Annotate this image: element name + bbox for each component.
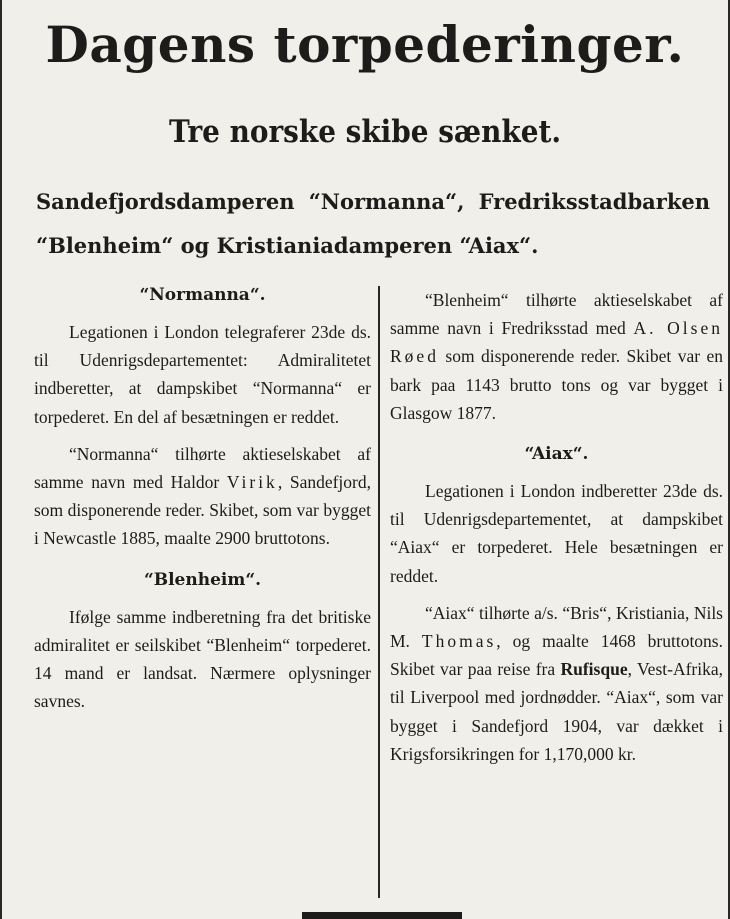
paragraph-aiax-owner xyxy=(390,599,723,768)
paragraph-normanna-report: Legationen i London telegraferer 23de ds. til Udenrigsdepartementet: Admiralitetet indberetter, at dampskibet “Normanna“ er torpederet. En del af besætningen er reddet. xyxy=(34,322,371,427)
text-run: som disponerende reder. Skibet var en bark paa 1143 brutto tons og var bygget i Glasgow 1877. xyxy=(390,346,723,423)
headline: Dagens torpederinger. xyxy=(45,15,685,74)
person-name-thomas: Thomas xyxy=(421,631,497,652)
section-heading-blenheim: “Blenheim“. xyxy=(143,569,262,590)
paragraph-normanna-owner xyxy=(34,440,371,553)
paragraph-aiax-report: Legationen i London indberetter 23de ds. til Udenrigsdepartementet, at dampskibet “Aiax“ er torpederet. Hele besætningen er reddet. xyxy=(390,481,723,586)
section-heading-normanna: “Normanna“. xyxy=(139,285,266,305)
deck-summary: Sandefjordsdamperen “Normanna“, Fredriksstadbarken “Blenheim“ og Kristianiadamperen “Aiax“. xyxy=(36,189,710,258)
column-divider xyxy=(378,286,380,898)
text-run: , og maalte 1468 bruttotons. Skibet var paa reise fra xyxy=(390,631,723,680)
left-column xyxy=(34,280,371,715)
subheadline: Tre norske skibe sænket. xyxy=(168,114,562,150)
text-run: “Aiax“ tilhørte a/s. “Bris“, Kristiania, Nils M. xyxy=(390,602,723,652)
person-name-olsen-roed: A. Olsen Røed xyxy=(390,318,723,367)
bottom-rule xyxy=(302,912,462,919)
text-run: “Normanna“ tilhørte aktieselskabet af samme navn med Haldor xyxy=(34,443,371,493)
paragraph-blenheim-report: Ifølge samme indberetning fra det britiske admiralitet er seilskibet “Blenheim“ torpederet. 14 mand er landsat. Nærmere oplysninger savnes. xyxy=(34,606,371,712)
paragraph-blenheim-owner xyxy=(390,286,723,427)
right-column xyxy=(390,286,723,768)
place-name-rufisque: Rufisque xyxy=(560,659,628,680)
text-run: “Blenheim“ tilhørte aktieselskabet af samme navn i Fredriksstad med xyxy=(390,290,723,339)
text-run: , Sandefjord, som disponerende reder. Skibet, som var bygget i Newcastle 1885, maalte 2900 bruttotons. xyxy=(34,472,371,549)
person-name-virik: Virik xyxy=(226,472,278,493)
section-heading-aiax: “Aiax“. xyxy=(524,444,589,465)
text-run: , Vest-Afrika, til Liverpool med jordnødder. “Aiax“, som var bygget i Sandefjord 1904, var dækket i Krigsforsikringen for 1,170,000 kr. xyxy=(390,659,723,764)
